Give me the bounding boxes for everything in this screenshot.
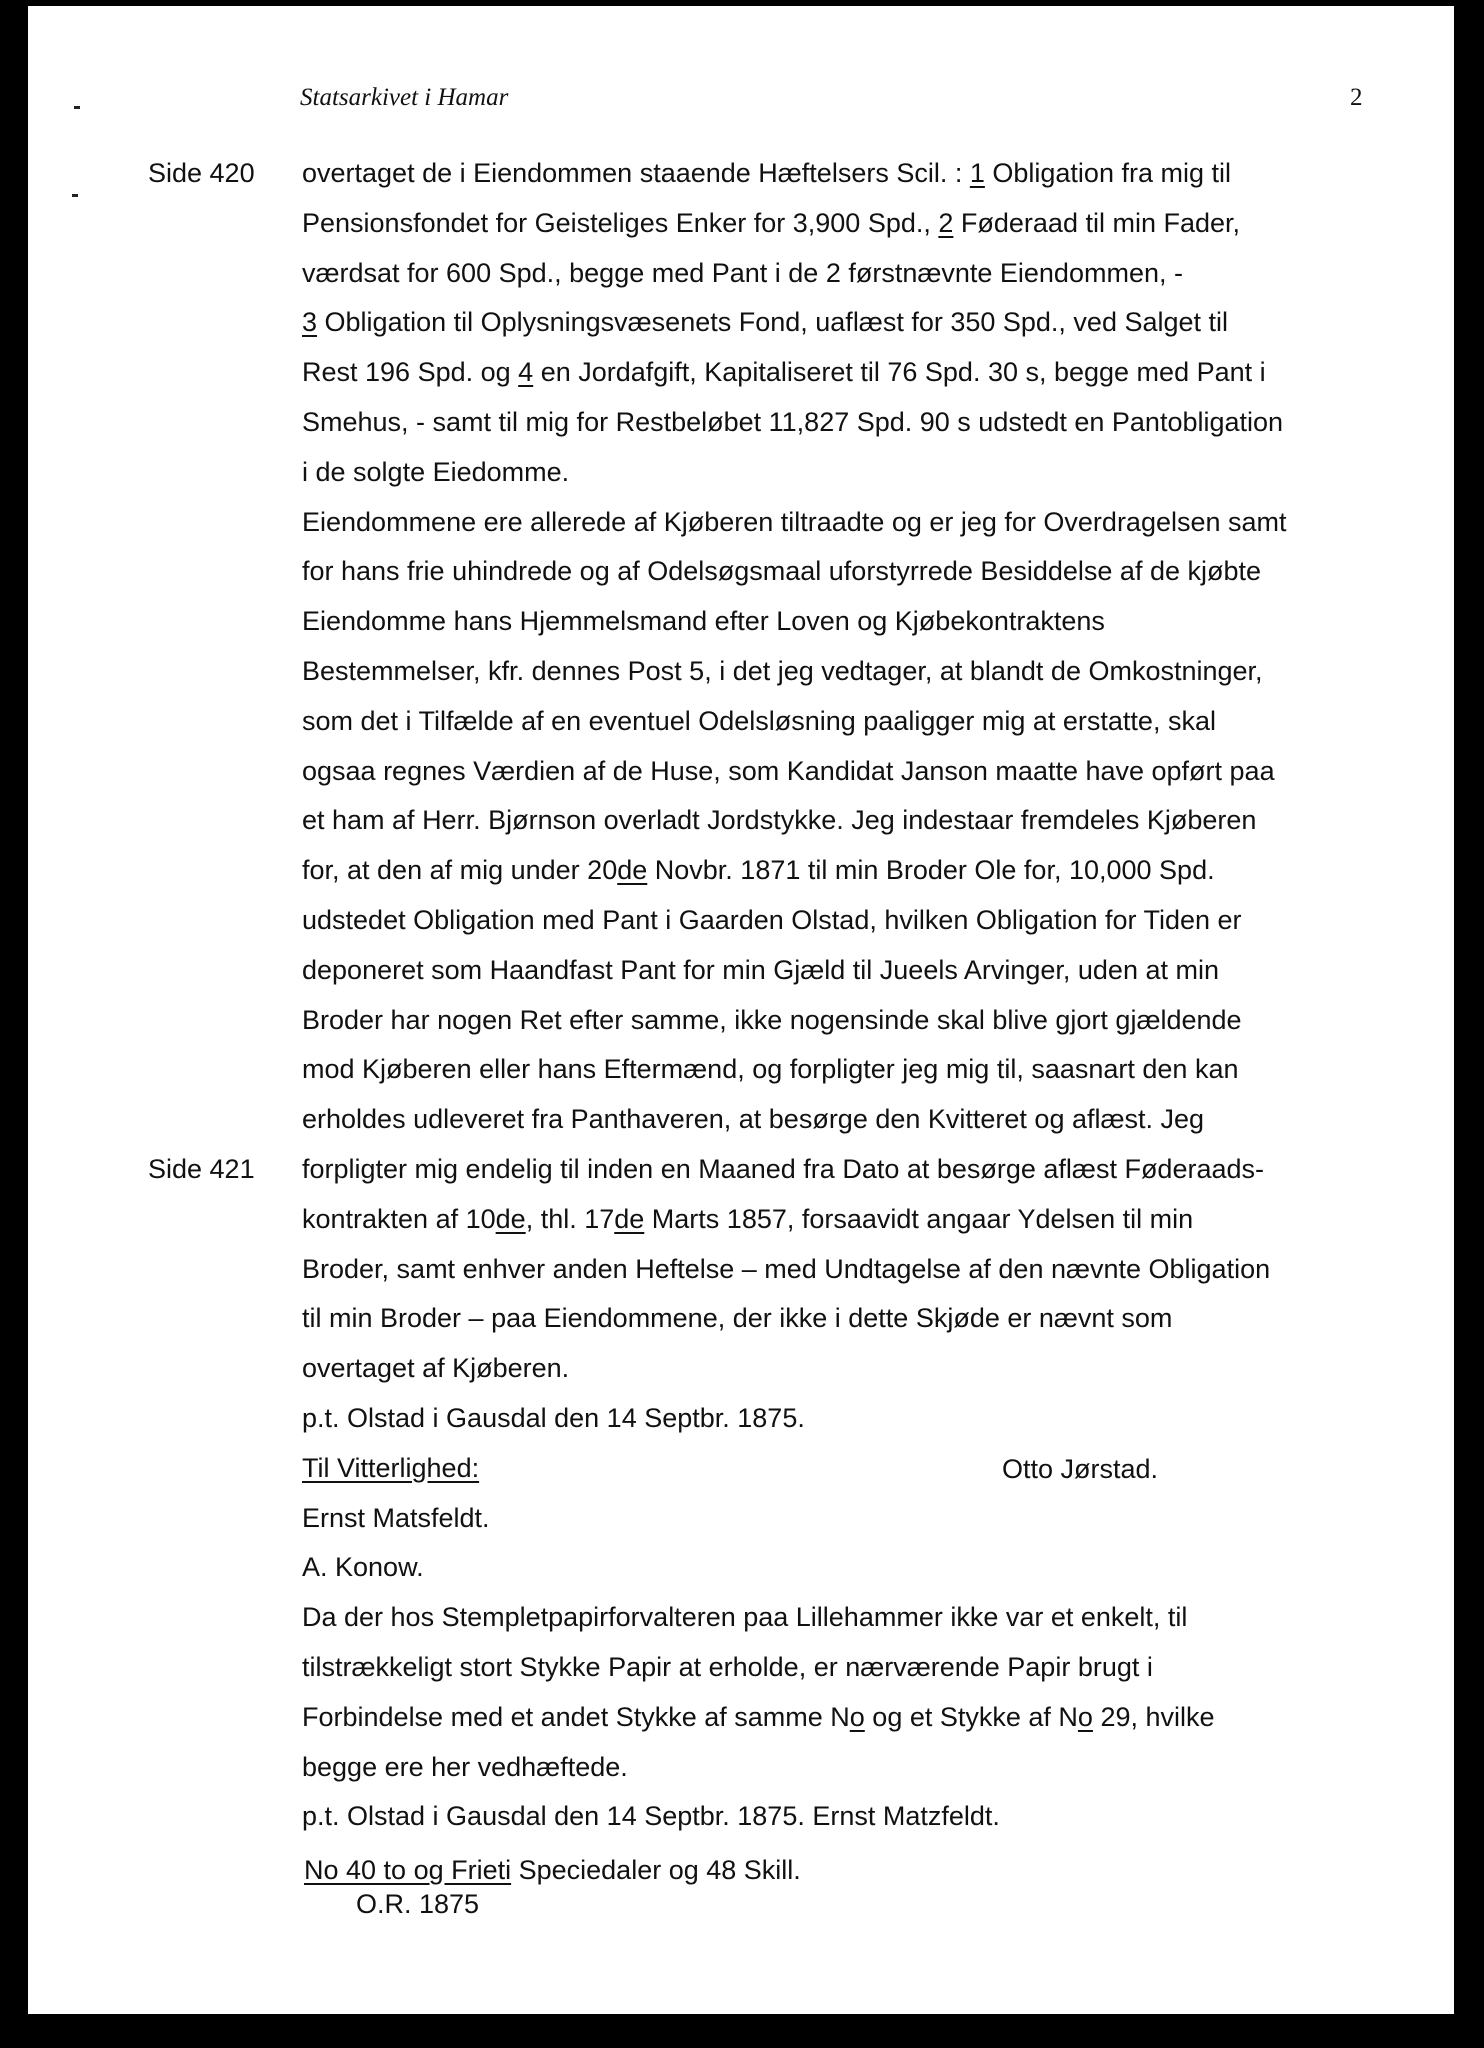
text-line: [302, 457, 569, 488]
margin-note-side-420: Side 420: [148, 158, 255, 188]
text-line: [302, 1303, 1172, 1334]
text-segment: Broder, samt enhver anden Heftelse – med Undtagelse af den nævnte Obligation: [302, 1253, 1271, 1284]
text-segment: overtaget de i Eiendommen staaende Hæftelsers Scil. :: [302, 158, 970, 188]
page-number: 2: [1350, 84, 1363, 111]
underlined-text: o: [849, 1701, 865, 1732]
text-segment: for, at den af mig under 20: [302, 855, 618, 886]
text-segment: Ernst Matsfeldt.: [302, 1502, 490, 1533]
text-segment: kontrakten af 10: [302, 1203, 496, 1234]
text-segment: et ham af Herr. Bjørnson overladt Jordstykke. Jeg indestaar fremdeles Kjøberen: [302, 805, 1257, 836]
text-line: [302, 1602, 1187, 1633]
text-line: [302, 1254, 1270, 1285]
text-line: [302, 1005, 1242, 1036]
text-segment: og et Stykke af N: [864, 1701, 1078, 1732]
text-segment: 29, hvilke: [1092, 1701, 1215, 1732]
text-segment: Broder har nogen Ret efter samme, ikke nogensinde skal blive gjort gjældende: [302, 1004, 1242, 1035]
margin-note-side-421: Side 421: [148, 1154, 255, 1184]
text-line: [302, 1204, 1193, 1235]
text-segment: Rest 196 Spd. og: [302, 357, 519, 388]
text-segment: Obligation fra mig til: [984, 158, 1231, 188]
text-segment: Marts 1857, forsaavidt angaar Ydelsen til min: [644, 1203, 1194, 1234]
text-line: [302, 307, 1228, 338]
underlined-text: No 40 to og Frieti: [304, 1855, 512, 1886]
text-segment: Eiendomme hans Hjemmelsmand efter Loven og Kjøbekontraktens: [302, 606, 1105, 637]
text-segment: p.t. Olstad i Gausdal den 14 Septbr. 1875. Ernst Matzfeldt.: [302, 1801, 1000, 1832]
archive-title: Statsarkivet i Hamar: [300, 84, 509, 111]
underlined-text: 2: [938, 207, 954, 238]
text-line: [302, 1552, 424, 1583]
text-segment: mod Kjøberen eller hans Eftermænd, og forpligter jeg mig til, saasnart den kan: [302, 1054, 1239, 1085]
text-line: [302, 805, 1256, 836]
text-segment: en Jordafgift, Kapitaliseret til 76 Spd. 30 s, begge med Pant i: [533, 357, 1266, 388]
signature-otto-jorstad: Otto Jørstad.: [1002, 1454, 1159, 1484]
underlined-text: 1: [969, 158, 985, 188]
text-segment: ogsaa regnes Værdien af de Huse, som Kandidat Janson maatte have opført paa: [302, 755, 1275, 786]
text-line: [302, 1702, 1215, 1733]
margin-dash: [72, 194, 78, 197]
text-line: [302, 1752, 628, 1783]
text-segment: begge ere her vedhæftede.: [302, 1751, 628, 1782]
text-segment: A. Konow.: [302, 1552, 424, 1583]
text-segment: for hans frie uhindrede og af Odelsøgsmaal uforstyrrede Besiddelse af de kjøbte: [302, 556, 1262, 587]
text-segment: Eiendommene ere allerede af Kjøberen tiltraadte og er jeg for Overdragelsen samt: [302, 506, 1287, 537]
text-line: [302, 905, 1242, 936]
text-segment: forpligter mig endelig til inden en Maaned fra Dato at besørge aflæst Føderaads-: [302, 1154, 1264, 1184]
text-line: [304, 1855, 801, 1886]
text-line: [302, 855, 1215, 886]
text-segment: Pensionsfondet for Geisteliges Enker for 3,900 Spd.,: [302, 207, 939, 238]
text-segment: i de solgte Eiedomme.: [302, 456, 570, 487]
text-line: [302, 208, 1240, 239]
document-page: [28, 6, 1454, 2014]
text-segment: Da der hos Stempletpapirforvalteren paa Lillehammer ikke var et enkelt, til: [302, 1602, 1188, 1633]
text-segment: til min Broder – paa Eiendommene, der ikke i dette Skjøde er nævnt som: [302, 1303, 1173, 1334]
text-line: [302, 407, 1283, 438]
text-line: [302, 1104, 1204, 1135]
text-line: [302, 1154, 1264, 1185]
text-segment: Forbindelse med et andet Stykke af samme N: [302, 1701, 850, 1732]
text-line: [302, 1801, 1000, 1832]
text-line: [302, 1503, 490, 1534]
underlined-text: 3: [302, 307, 318, 338]
text-segment: værdsat for 600 Spd., begge med Pant i de 2 førstnævnte Eiendommen, -: [302, 257, 1183, 288]
text-segment: deponeret som Haandfast Pant for min Gjæld til Jueels Arvinger, uden at min: [302, 954, 1219, 985]
text-segment: Speciedaler og 48 Skill.: [511, 1855, 801, 1886]
text-segment: som det i Tilfælde af en eventuel Odelsløsning paaligger mig at erstatte, skal: [302, 705, 1216, 736]
text-segment: Obligation til Oplysningsvæsenets Fond, uaflæst for 350 Spd., ved Salget til: [317, 307, 1229, 338]
text-line: [356, 1889, 479, 1920]
text-segment: tilstrækkeligt stort Stykke Papir at erholde, er nærværende Papir brugt i: [302, 1652, 1153, 1682]
text-segment: Novbr. 1871 til min Broder Ole for, 10,000 Spd.: [647, 855, 1215, 886]
text-line: [302, 955, 1219, 986]
underlined-text: 4: [518, 357, 534, 388]
text-line: [302, 507, 1287, 538]
underlined-text: de: [614, 1203, 645, 1234]
underlined-text: de: [495, 1203, 526, 1234]
text-line: [302, 1403, 805, 1434]
text-line: [302, 706, 1216, 737]
underlined-text: Til Vitterlighed:: [302, 1452, 480, 1483]
text-segment: overtaget af Kjøberen.: [302, 1353, 570, 1384]
text-line: [302, 756, 1275, 787]
text-line: [302, 606, 1105, 637]
text-segment: Smehus, - samt til mig for Restbeløbet 11,827 Spd. 90 s udstedt en Pantobligation: [302, 407, 1284, 437]
text-line: [302, 1453, 479, 1484]
text-line: [302, 556, 1261, 587]
text-segment: erholdes udleveret fra Panthaveren, at besørge den Kvitteret og aflæst. Jeg: [302, 1104, 1205, 1135]
text-segment: O.R. 1875: [356, 1889, 480, 1919]
text-line: [302, 258, 1183, 289]
text-line: [302, 656, 1263, 687]
text-segment: , thl. 17: [525, 1203, 615, 1234]
underlined-text: o: [1077, 1701, 1093, 1732]
text-line: [302, 1353, 569, 1384]
text-line: [302, 1054, 1238, 1085]
underlined-text: de: [617, 855, 648, 886]
text-line: [302, 158, 1231, 189]
text-segment: Bestemmelser, kfr. dennes Post 5, i det jeg vedtager, at blandt de Omkostninger,: [302, 656, 1263, 686]
margin-dash: [74, 106, 80, 109]
text-segment: Føderaad til min Fader,: [953, 207, 1241, 238]
text-line: [302, 1652, 1153, 1683]
text-segment: p.t. Olstad i Gausdal den 14 Septbr. 1875.: [302, 1403, 805, 1433]
text-segment: udstedet Obligation med Pant i Gaarden Olstad, hvilken Obligation for Tiden er: [302, 905, 1242, 935]
text-line: [302, 357, 1266, 388]
